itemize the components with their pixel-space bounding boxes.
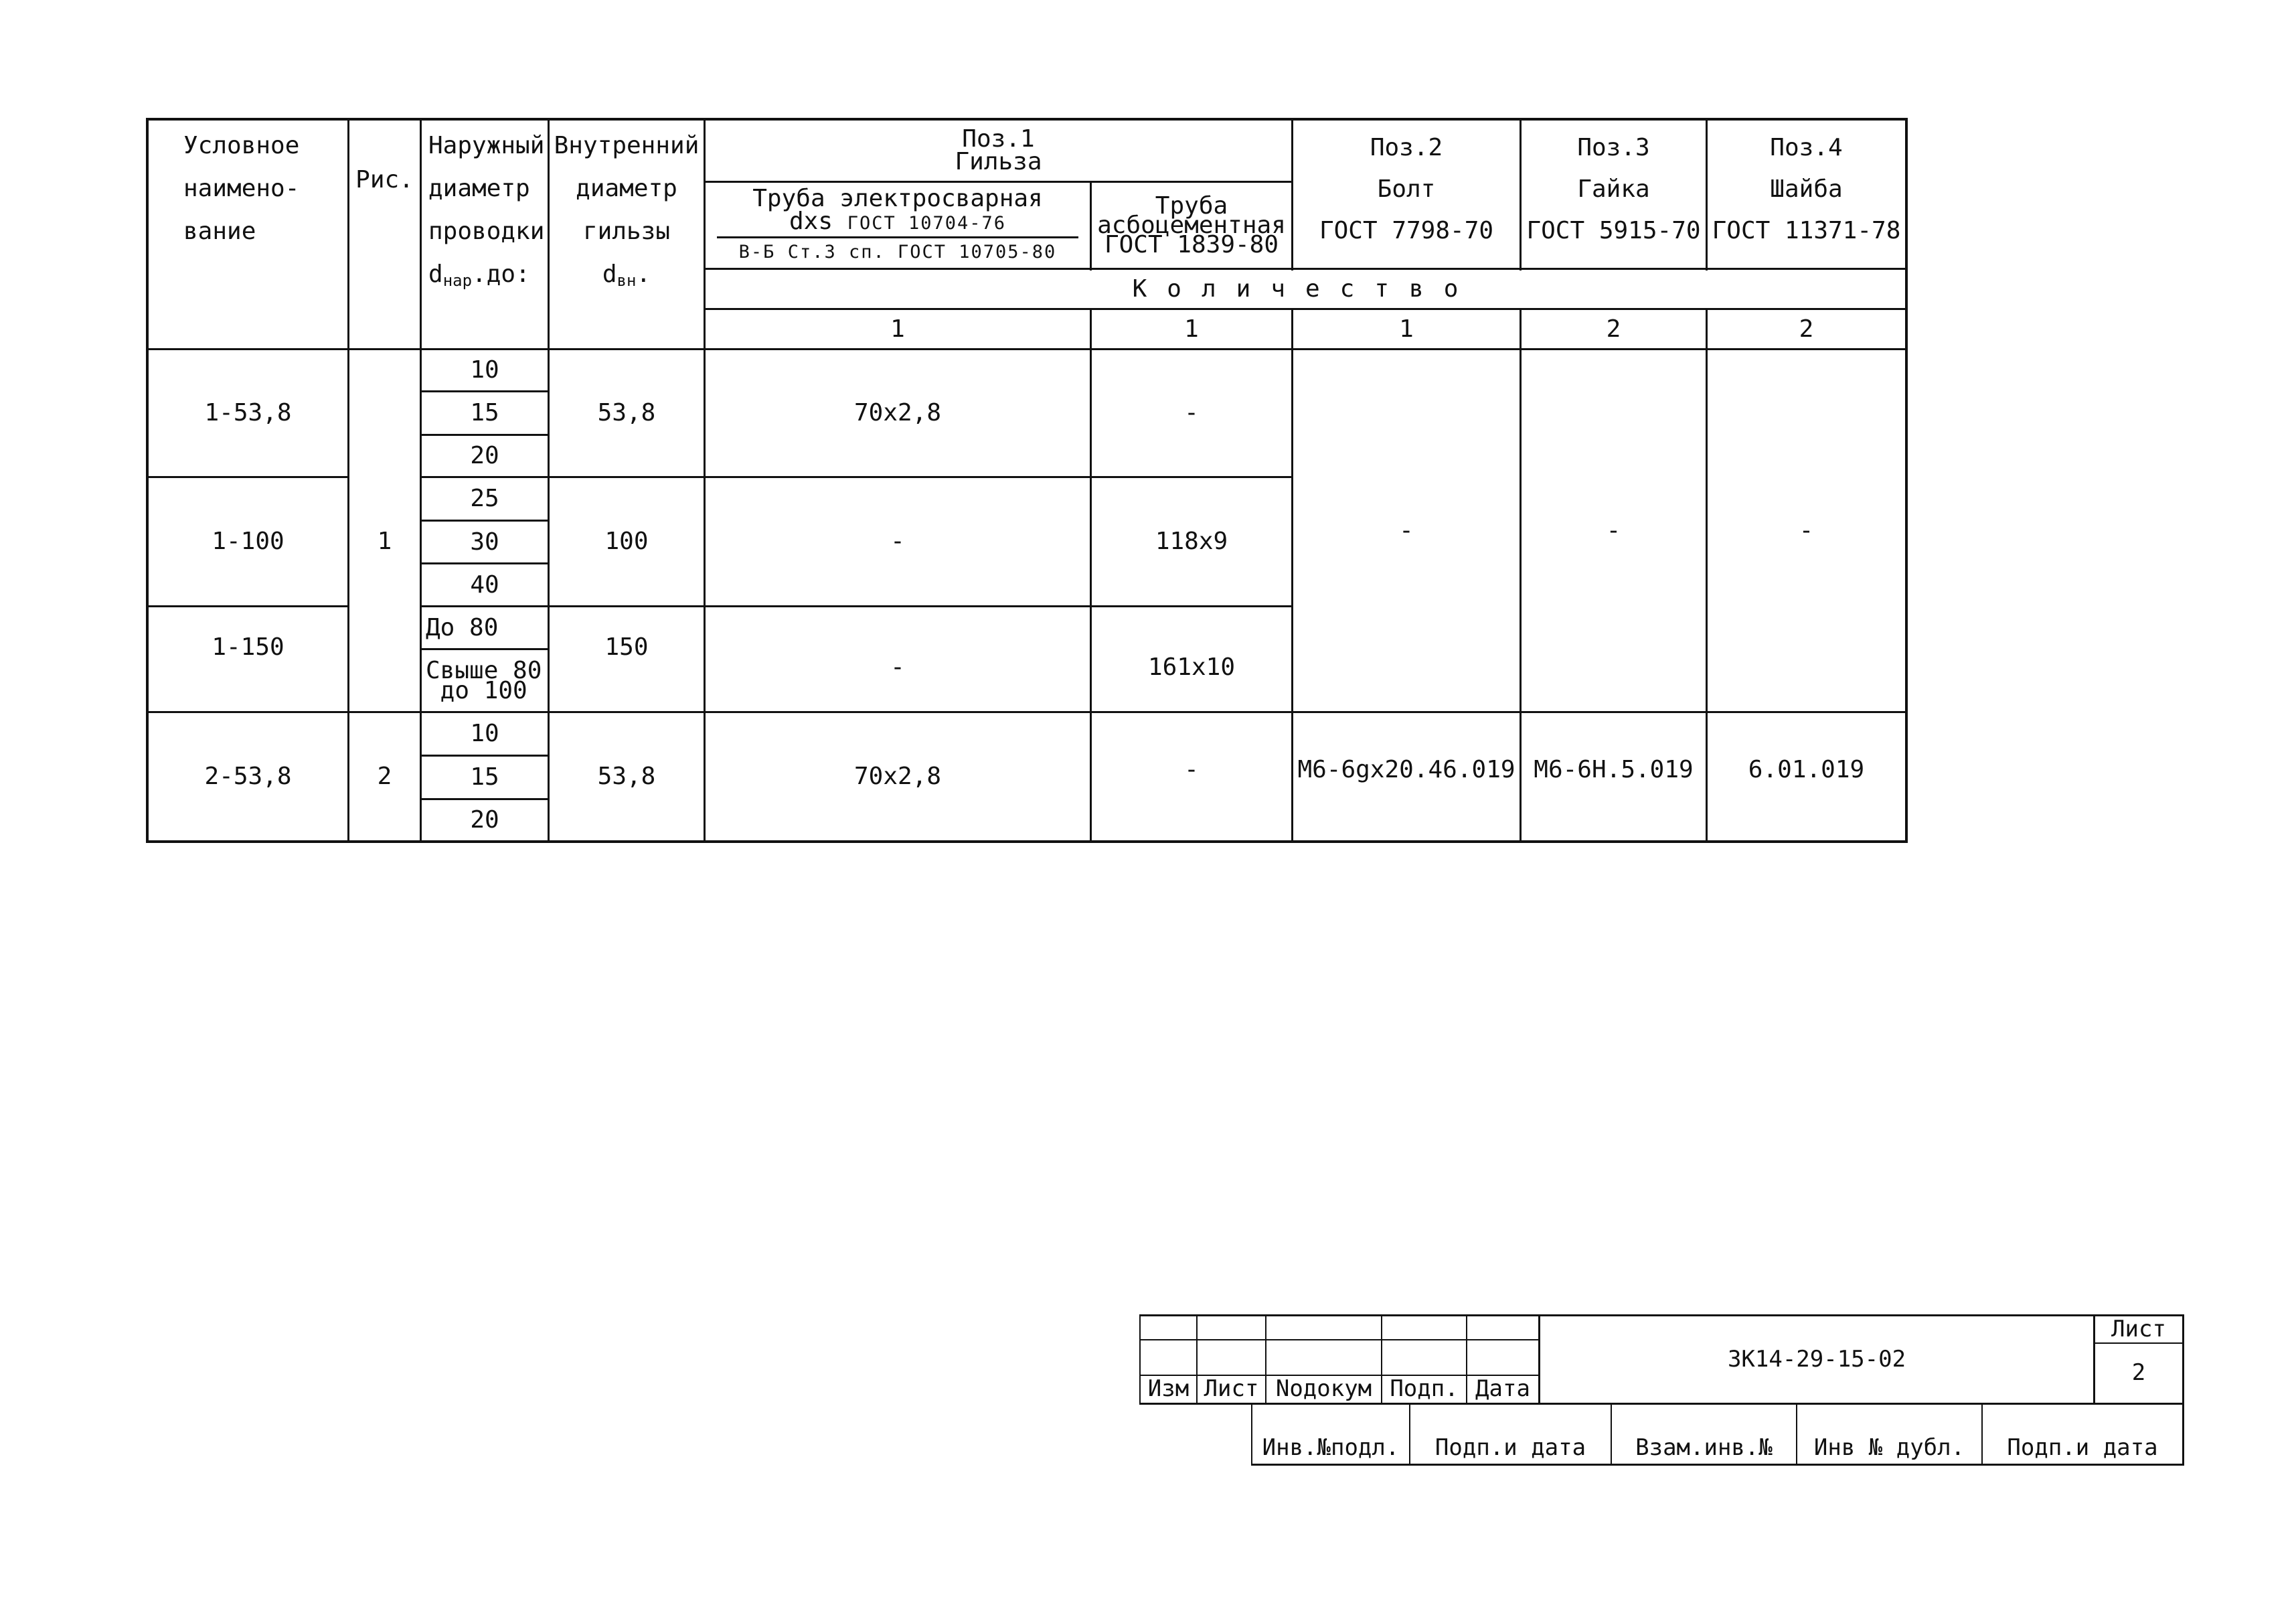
row-name-text: 1-150 [212, 633, 284, 662]
inner-diam-value: 100 [604, 528, 649, 556]
pipe-ac-line: асбоцементная [1097, 212, 1286, 239]
diameter-value: 10 [470, 356, 499, 384]
stamp-line [1251, 1464, 2184, 1466]
header-outer-diam-symbol: $d_{нар}.до$: [428, 260, 530, 290]
qty-value: 1 [890, 315, 905, 343]
pos4-name: Шайба [1770, 175, 1843, 203]
inner-diam-value: 53,8 [597, 399, 656, 427]
nut-value: M6-6H.5.019 [1534, 756, 1694, 784]
nut-value: - [1606, 516, 1621, 544]
pipe-es-value: - [890, 528, 905, 556]
diameter-value: 15 [470, 399, 499, 427]
pipe-ac-line: ГОСТ 1839-80 [1104, 231, 1279, 258]
fig-value: 2 [377, 763, 392, 791]
diameter-value: до 100 [440, 676, 527, 704]
header-name-line: Условное [183, 132, 300, 159]
diameter-value: Свыше 80 [426, 656, 542, 684]
diameter-value: 30 [470, 528, 499, 556]
qty-value: 1 [1399, 315, 1414, 343]
stamp-col-label: Дата [1475, 1375, 1530, 1403]
pos4-gost: ГОСТ 11371-78 [1712, 217, 1901, 244]
stamp-line [1139, 1314, 1540, 1316]
stamp-bottom-label: Взам.инв.№ [1635, 1434, 1773, 1462]
pipe-ac-value: 161x10 [1147, 653, 1236, 682]
qty-value: 1 [1184, 315, 1199, 343]
stamp-bottom-label: Инв.№подл. [1262, 1434, 1400, 1462]
diameter-value: 40 [470, 570, 499, 599]
pipe-ac-value: - [1184, 399, 1199, 427]
header-name-line: наимено- [183, 175, 300, 202]
document-code [1540, 1316, 2093, 1403]
stamp-bottom-label: Подп.и дата [2007, 1434, 2158, 1462]
header-outer-diam-line: диаметр [428, 175, 530, 202]
qty-label: Количество [1132, 275, 1479, 303]
pos3-name: Гайка [1577, 175, 1650, 203]
pipe-es-value: - [890, 653, 905, 682]
pipe-es-title: Труба электросварная [752, 184, 1043, 212]
stamp-col-doc [1266, 1376, 1381, 1403]
stamp-line [2182, 1314, 2184, 1466]
header-outer-diam-line: проводки [428, 218, 545, 245]
diameter-value: 25 [470, 485, 499, 513]
stamp-col-label: Лист [1204, 1375, 1259, 1403]
sheet-label: Лист [2111, 1315, 2166, 1342]
diameter-value: 20 [470, 442, 499, 470]
qty-value: 2 [1606, 315, 1621, 343]
stamp-line [1139, 1339, 1540, 1340]
sheet-number: 2 [2131, 1359, 2146, 1387]
pipe-es-value: 70x2,8 [853, 399, 942, 427]
fig-value: 1 [377, 528, 392, 556]
pipe-es-value: 70x2,8 [853, 763, 942, 791]
pipe-ac-value: 118x9 [1155, 528, 1228, 556]
pos4-label: Поз.4 [1770, 134, 1843, 161]
stamp-bottom-label: Подп.и дата [1434, 1434, 1586, 1462]
pipe-es-steel: В-Б Ст.3 сп. ГОСТ 10705-80 [738, 241, 1057, 262]
stamp-bottom-cell [1983, 1433, 2182, 1464]
header-inner-diam-line: Внутренний [554, 132, 700, 159]
header-name-line: вание [183, 218, 256, 245]
header-inner-diam-line: гильзы [582, 218, 671, 245]
pos1-label: Поз.1 [962, 125, 1035, 153]
diameter-value: 20 [470, 806, 499, 834]
diameter-value: 15 [470, 763, 499, 791]
document-code-text: 3К14-29-15-02 [1727, 1345, 1906, 1373]
pos3-label: Поз.3 [1577, 134, 1650, 161]
row-name-text: 2-53,8 [204, 763, 292, 791]
stamp-bottom-cell [1612, 1433, 1796, 1464]
washer-value: - [1799, 516, 1814, 544]
inner-diam-value: 150 [604, 633, 649, 662]
header-outer-diam-line: Наружный [428, 132, 545, 159]
stamp-col-label: Подп. [1390, 1375, 1459, 1403]
pos1-name: Гильза [955, 148, 1042, 175]
header-inner-diam-line: диаметр [576, 175, 677, 202]
stamp-line [1139, 1403, 2184, 1405]
row-name-text: 1-100 [212, 528, 284, 556]
diameter-value: 10 [470, 720, 499, 748]
pipe-es-size-line: dxs ГОСТ 10704-76 [717, 210, 1078, 238]
washer-value: 6.01.019 [1748, 756, 1865, 784]
stamp-col-sign [1382, 1376, 1466, 1403]
pos2-label: Поз.2 [1370, 134, 1443, 161]
stamp-col-label: Nодокум [1275, 1375, 1372, 1403]
stamp-col-list [1198, 1376, 1265, 1403]
pipe-ac-line: Труба [1155, 192, 1228, 220]
bolt-value: - [1399, 516, 1414, 544]
bolt-value: M6-6gx20.46.019 [1297, 756, 1515, 784]
inner-diam-value: 53,8 [597, 763, 656, 791]
pos2-gost: ГОСТ 7798-70 [1319, 217, 1494, 244]
stamp-bottom-label: Инв № дубл. [1813, 1434, 1965, 1462]
sheet-number-cell [2095, 1344, 2182, 1403]
row-name-text: 1-53,8 [204, 399, 292, 427]
pos3-gost: ГОСТ 5915-70 [1526, 217, 1701, 244]
diameter-value: До 80 [426, 613, 499, 641]
qty-value: 2 [1799, 315, 1814, 343]
pos2-name: Болт [1377, 175, 1436, 203]
sheet-label-cell [2095, 1316, 2182, 1342]
pipe-ac-value: - [1184, 756, 1199, 784]
stamp-col-date [1467, 1376, 1538, 1403]
stamp-col-izm [1141, 1376, 1196, 1403]
stamp-col-label: Изм [1147, 1375, 1190, 1403]
stamp-bottom-cell [1410, 1433, 1611, 1464]
stamp-bottom-cell [1252, 1433, 1409, 1464]
header-fig-label: Рис. [355, 166, 414, 194]
stamp-bottom-cell [1797, 1433, 1981, 1464]
header-inner-diam-symbol: $d_{вн}$. [602, 260, 651, 290]
